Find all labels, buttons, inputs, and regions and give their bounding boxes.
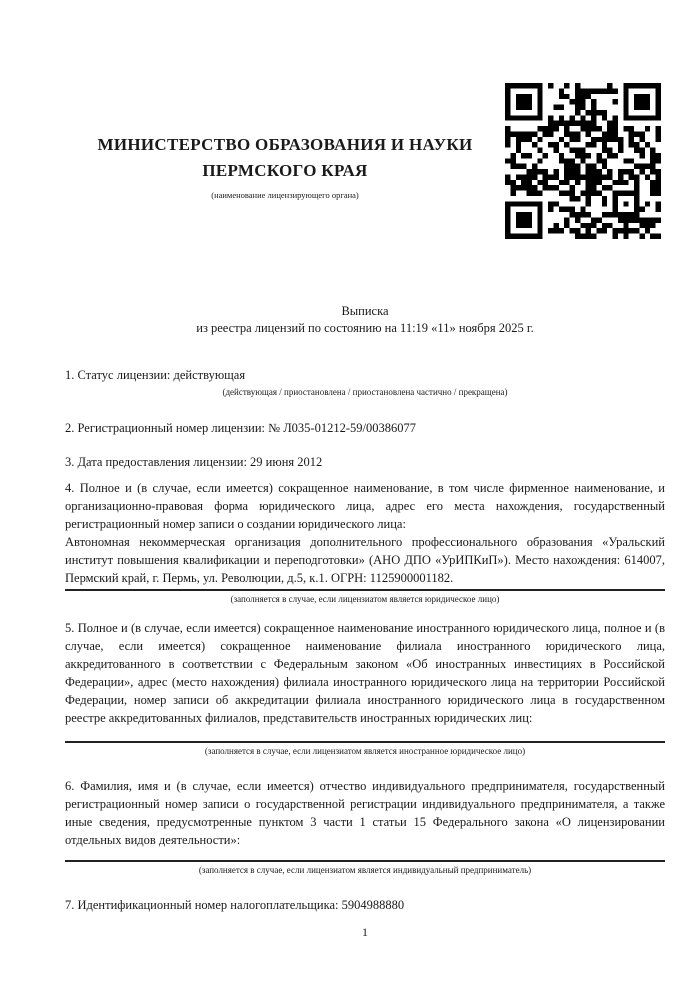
qr-code: [505, 83, 661, 239]
taxpayer-id-line: 7. Идентификационный номер налогоплательщика: 5904988880: [65, 898, 405, 912]
foreign-entity-fill-line: [65, 741, 665, 743]
foreign-entity-caption: (заполняется в случае, если лицензиатом является иностранное юридическое лицо): [204, 746, 526, 756]
entrepreneur-label: 6. Фамилия, имя и (в случае, если имеется) отчество индивидуального предпринимателя, государственный регистрационный номер записи о государственной регистрации индивидуального предпринимателя, а также иные сведения, предусмотренные пунктом 3 части 1 статьи 15 Федерального закона «О лицензировании отдельных видов деятельности»:: [65, 779, 665, 847]
qr-code-image: [505, 83, 661, 239]
entrepreneur-fill-line: [65, 860, 665, 862]
foreign-entity-section: [65, 619, 665, 757]
legal-entity-section: [65, 479, 665, 605]
registration-number-line: 2. Регистрационный номер лицензии: № Л035-01212-59/00386077: [65, 421, 416, 435]
legal-entity-caption: (заполняется в случае, если лицензиатом является юридическое лицо): [230, 594, 500, 604]
licensing-authority-header: [65, 132, 505, 201]
ministry-name-line2: ПЕРМСКОГО КРАЯ: [202, 161, 368, 180]
entrepreneur-section: [65, 777, 665, 876]
legal-entity-value: Автономная некоммерческая организация дополнительного профессионального образования «Уральский институт повышения квалификации и переподготовки» (АНО ДПО «УрИПКиП»). Место нахождения: 614007, Пермский край, г. Пермь, ул. Революции, д.5, к.1. ОГРН: 1125900001182.: [65, 535, 665, 585]
grant-date-line: 3. Дата предоставления лицензии: 29 июня 2012: [65, 455, 323, 469]
document-title: Выписка: [341, 304, 389, 318]
page-number: 1: [362, 925, 368, 939]
document-title-block: [65, 303, 665, 337]
ministry-caption: (наименование лицензирующего органа): [211, 190, 359, 200]
ministry-name-line1: МИНИСТЕРСТВО ОБРАЗОВАНИЯ И НАУКИ: [97, 135, 473, 154]
entrepreneur-caption: (заполняется в случае, если лицензиатом является индивидуальный предприниматель): [198, 865, 532, 875]
foreign-entity-label: 5. Полное и (в случае, если имеется) сокращенное наименование иностранного юридического лица, полное и (в случае, если имеется) сокращенное наименование филиала иностранного юридического лица, аккредитованного в соответствии с Федеральным законом «Об иностранных инвестициях в Российской Федерации», адрес (место нахождения) филиала иностранного юридического лица на территории Российской Федерации, номер записи об аккредитации филиала иностранного юридического лица в государственном реестре аккредитованных филиалов, представительств иностранных юридических лиц:: [65, 621, 665, 725]
document-subtitle: из реестра лицензий по состоянию на 11:19 «11» ноября 2025 г.: [196, 321, 534, 335]
legal-entity-fill-line: [65, 589, 665, 591]
license-status-options-caption: (действующая / приостановлена / приостановлена частично / прекращена): [222, 387, 508, 397]
legal-entity-label: 4. Полное и (в случае, если имеется) сокращенное наименование, в том числе фирменное наименование, и организационно-правовая форма юридического лица, адрес его места нахождения, государственный регистрационный номер записи о создании юридического лица:: [65, 481, 665, 531]
license-status-line: 1. Статус лицензии: действующая: [65, 368, 246, 382]
